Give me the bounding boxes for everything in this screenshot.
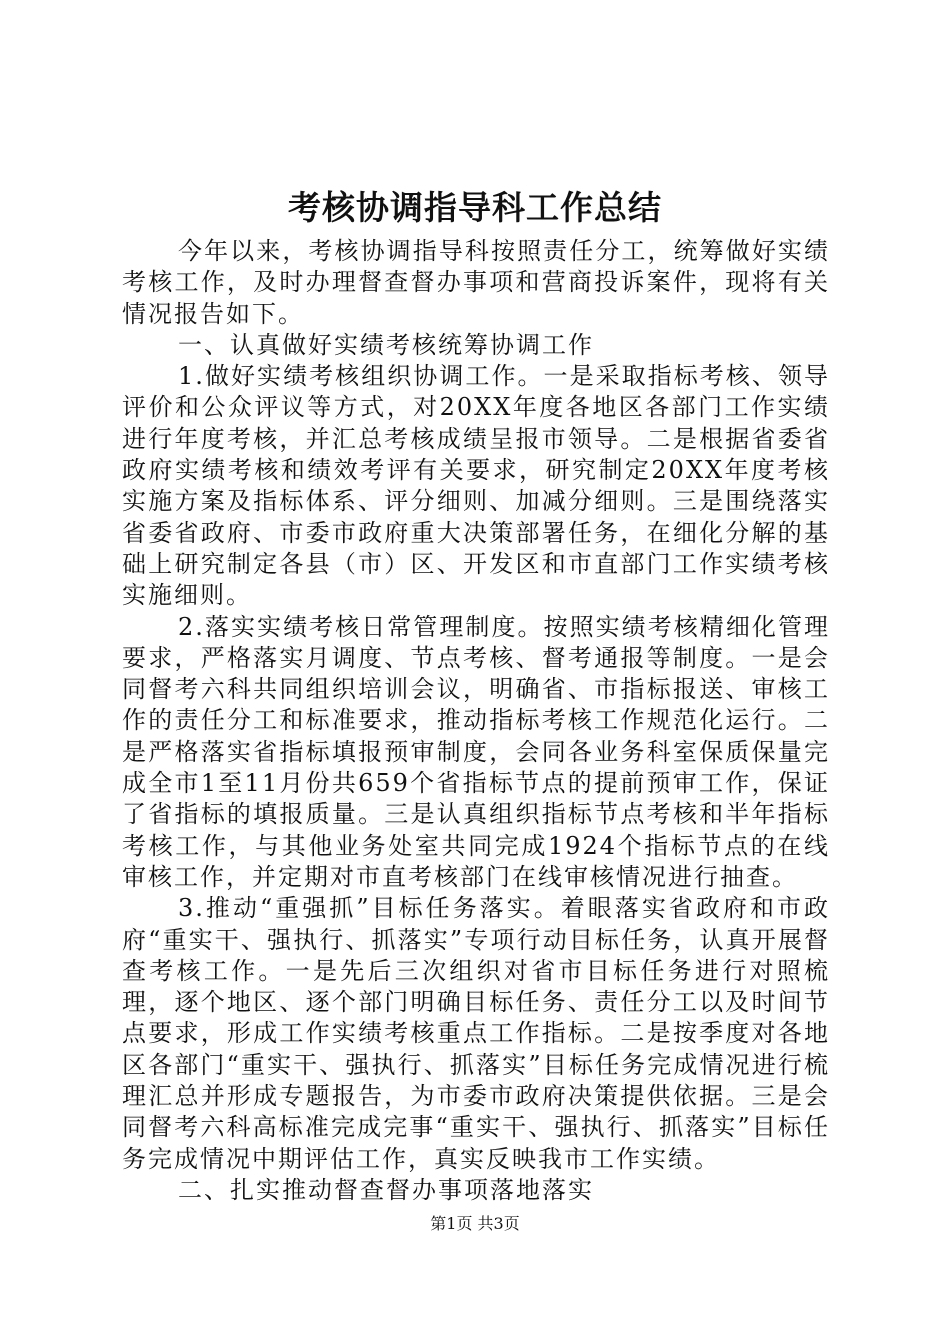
document-title: 考核协调指导科工作总结 bbox=[288, 188, 662, 227]
paragraph-intro: 今年以来，考核协调指导科按照责任分工，统筹做好实绩考核工作，及时办理督查督办事项和营商投诉案件，现将有关情况报告如下。 bbox=[122, 237, 830, 328]
section-heading-2: 二、扎实推动督查督办事项落地落实 bbox=[178, 1175, 594, 1204]
section-heading-1: 一、认真做好实绩考核统筹协调工作 bbox=[178, 330, 594, 359]
page-number-footer: 第1页 共3页 bbox=[430, 1214, 520, 1233]
paragraph-item-3: 3.推动“重强抓”目标任务落实。着眼落实省政府和市政府“重实干、强执行、抓落实”专项行动目标任务，认真开展督查考核工作。一是先后三次组织对省市目标任务进行对照梳理，逐个地区、逐个部门明确目标任务、责任分工以及时间节点要求，形成工作实绩考核重点工作指标。二是按季度对各地区各部门“重实干、强执行、抓落实”目标任务完成情况进行梳理汇总并形成专题报告，为市委市政府决策提供依据。三是会同督考六科高标准完成完事“重实干、强执行、抓落实”目标任务完成情况中期评估工作，真实反映我市工作实绩。 bbox=[122, 894, 830, 1173]
paragraph-item-1: 1.做好实绩考核组织协调工作。一是采取指标考核、领导评价和公众评议等方式，对20XX年度各地区各部门工作实绩进行年度考核，并汇总考核成绩呈报市领导。二是根据省委省政府实绩考核和绩效考评有关要求，研究制定20XX年度考核实施方案及指标体系、评分细则、加减分细则。三是围绕落实省委省政府、市委市政府重大决策部署任务，在细化分解的基础上研究制定各县（市）区、开发区和市直部门工作实绩考核实施细则。 bbox=[122, 362, 830, 610]
document-body bbox=[122, 236, 830, 1206]
paragraph-item-2: 2.落实实绩考核日常管理制度。按照实绩考核精细化管理要求，严格落实月调度、节点考核、督考通报等制度。一是会同督考六科共同组织培训会议，明确省、市指标报送、审核工作的责任分工和标准要求，推动指标考核工作规范化运行。二是严格落实省指标填报预审制度，会同各业务科室保质保量完成全市1至11月份共659个省指标节点的提前预审工作，保证了省指标的填报质量。三是认真组织指标节点考核和半年指标考核工作，与其他业务处室共同完成1924个指标节点的在线审核工作，并定期对市直考核部门在线审核情况进行抽查。 bbox=[122, 612, 830, 891]
